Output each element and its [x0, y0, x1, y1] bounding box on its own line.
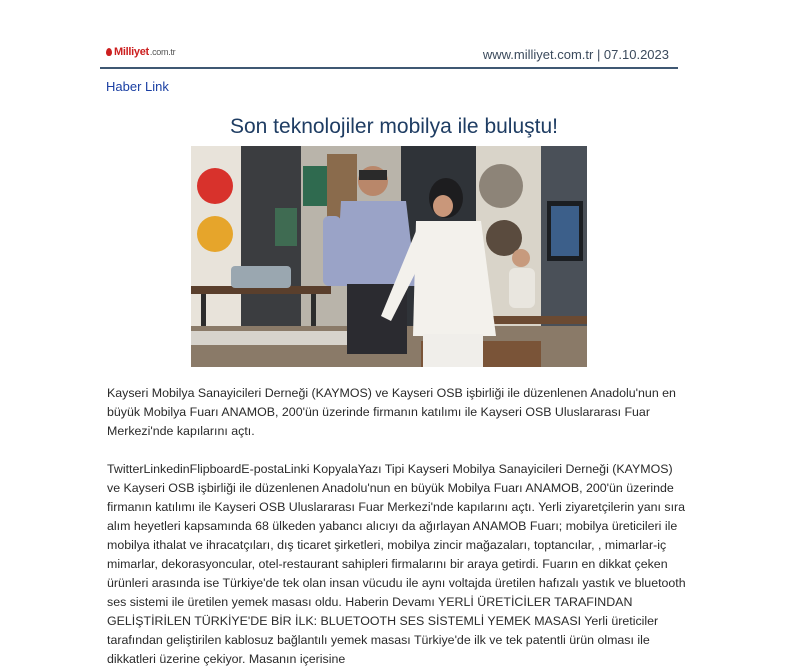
article-lead: Kayseri Mobilya Sanayicileri Derneği (KAYMOS) ve Kayseri OSB işbirliği ile düzenlenen Anadolu'nun en büyük Mobilya Fuarı ANAMOB, 200'ün üzerinde firmanın katılımı ile Kayseri OSB Uluslararası Fuar Merkezi'nde kapılarını açtı. [107, 386, 676, 438]
article-body: TwitterLinkedinFlipboardE-postaLinki KopyalaYazı Tipi Kayseri Mobilya Sanayicileri Derneği (KAYMOS) ve Kayseri OSB işbirliği ile düzenlenen Anadolu'nun en büyük Mobilya Fuarı ANAMOB, 200'ün üzerinde firmanın katılımı ile Kayseri OSB Uluslararası Fuar Merkezi'nde kapılarını açtı. Yerli ziyaretçilerin yanı sıra alım heyetleri kapsamında 68 ülkeden yabancı alıcıyı da ağırlayan ANAMOB Fuarı; mobilya üreticileri ile mobilya ithalat ve ihracatçıları, dış ticaret şirketleri, mobilya zincir mağazaları, toptancılar, , mimarlar-iç mimarlar, dekorasyoncular, otel-restaurant sahipleri firmalarını bir araya getirdi. Fuarın en dikkat çeken ürünleri arasında ise Türkiye'de tek olan insan vücudu ile aynı voltajda üretilen hafızalı yastık ve bluetooth ses sistemi ile üretilen yemek masası oldu. Haberin Devamı YERLİ ÜRETİCİLER TARAFINDAN GELİŞTİRİLEN TÜRKİYE'DE BİR İLK: BLUETOOTH SES SİSTEMLİ YEMEK MASASI Yerli üreticiler tarafından geliştirilen kablosuz bağlantılı yemek masası Türkiye'de ilk ve tek patentli ürün olması ile dikkatleri üzerine çekiyor. Masanın içerisine [107, 462, 686, 666]
milliyet-logo[interactable] [106, 46, 175, 58]
source-date: www.milliyet.com.tr | 07.10.2023 [482, 47, 669, 62]
logo-drop-icon [106, 48, 112, 56]
article-photo [191, 146, 587, 367]
category-link[interactable]: Haber Link [106, 79, 169, 94]
page-header [100, 40, 678, 69]
fair-visitors-photo [191, 146, 587, 367]
logo-tld: .com.tr [149, 47, 176, 57]
logo-text: Milliyet [114, 46, 149, 58]
article-title: Son teknolojiler mobilya ile buluştu! [229, 115, 558, 138]
